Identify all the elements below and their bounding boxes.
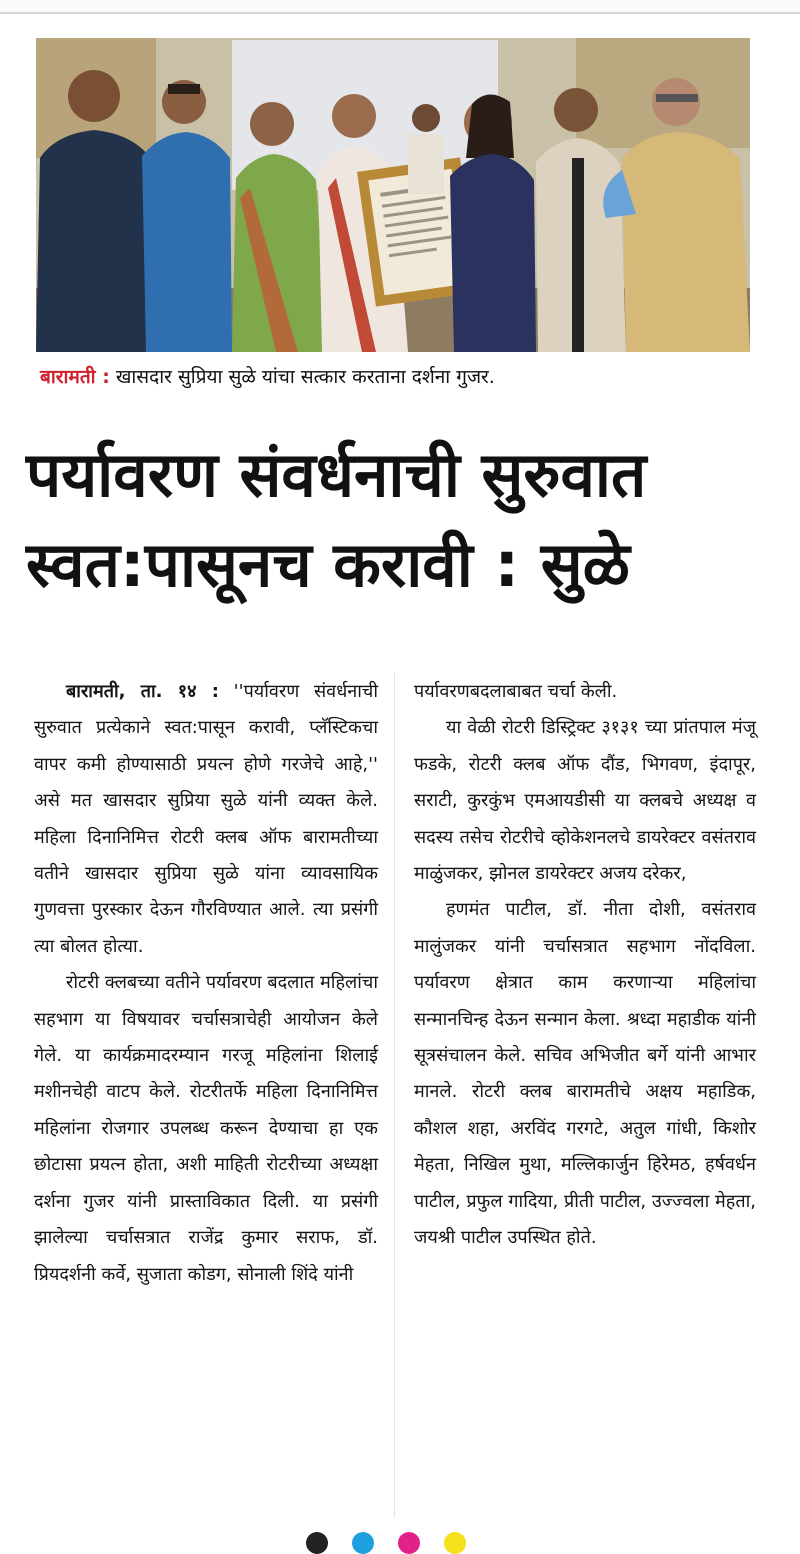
headline — [26, 430, 776, 610]
registration-dot-icon — [444, 1532, 466, 1554]
headline-line-1: पर्यावरण संवर्धनाची सुरुवात — [26, 438, 647, 511]
group-photo-award-ceremony-icon — [36, 38, 750, 352]
page-top-border — [0, 0, 800, 14]
article-paragraph: हणमंत पाटील, डॉ. नीता दोशी, वसंतराव मालुंजकर यांनी चर्चासत्रात सहभाग नोंदविला. पर्यावरण क्षेत्रात काम करणाऱ्या महिलांचा सन्मानचिन्ह देऊन सन्मान केला. श्रध्दा महाडीक यांनी सूत्रसंचालन केले. सचिव अभिजीत बर्गे यांनी आभार मानले. रोटरी क्लब बारामतीचे अक्षय महाडिक, कौशल शहा, अरविंद गरगटे, अतुल गांधी, किशोर मेहता, निखिल मुथा, मल्लिकार्जुन हिरेमठ, हर्षवर्धन पाटील, प्रफुल गादिया, प्रीती पाटील, उज्ज्वला मेहता, जयश्री पाटील उपस्थित होते. — [414, 899, 756, 1249]
news-photo — [36, 38, 750, 352]
paragraph-text: ''पर्यावरण संवर्धनाची सुरुवात प्रत्येकाने स्वत:पासून करावी, प्लॅस्टिकचा वापर कमी होण्यासाठी प्रयत्न होणे गरजेचे आहे,'' असे मत खासदार सुप्रिया सुळे यांनी व्यक्त केले. महिला दिनानिमित्त रोटरी क्लब ऑफ बारामतीच्या वतीने खासदार सुप्रिया सुळे यांना व्यावसायिक गुणवत्ता पुरस्कार देऊन गौरविण्यात आले. त्या प्रसंगी त्या बोलत होत्या. — [34, 681, 379, 957]
registration-dot-icon — [398, 1532, 420, 1554]
column-divider — [394, 672, 395, 1518]
print-registration-marks — [300, 1528, 500, 1540]
article-column-right — [414, 674, 756, 1257]
registration-dot-icon — [306, 1532, 328, 1554]
registration-dot-icon — [352, 1532, 374, 1554]
article-paragraph: रोटरी क्लबच्या वतीने पर्यावरण बदलात महिलांचा सहभाग या विषयावर चर्चासत्राचेही आयोजन केले गेले. या कार्यक्रमादरम्यान गरजू महिलांना शिलाई मशीनचेही वाटप केले. रोटरीतर्फे महिला दिनानिमित्त महिलांना रोजगार उपलब्ध करून देण्याचा हा एक छोटासा प्रयत्न होता, अशी माहिती रोटरीच्या अध्यक्षा दर्शना गुजर यांनी प्रास्ताविकात दिली. या प्रसंगी झालेल्या चर्चासत्रात राजेंद्र कुमार सराफ, डॉ. प्रियदर्शनी कर्वे, सुजाता कोडग, सोनाली शिंदे यांनी — [34, 972, 378, 1285]
photo-caption — [40, 362, 760, 392]
article-paragraph — [34, 674, 378, 965]
article-paragraph: पर्यावरणबदलाबाबत चर्चा केली. — [414, 681, 618, 702]
caption-location: बारामती : — [40, 366, 110, 388]
caption-text: खासदार सुप्रिया सुळे यांचा सत्कार करताना दर्शना गुजर. — [109, 366, 495, 388]
article-column-left — [34, 674, 378, 1293]
headline-line-2: स्वत:पासूनच करावी : सुळे — [26, 528, 630, 601]
article-paragraph: या वेळी रोटरी डिस्ट्रिक्ट ३१३१ च्या प्रांतपाल मंजू फडके, रोटरी क्लब ऑफ दौंड, भिगवण, इंदापूर, सराटी, कुरकुंभ एमआयडीसी या क्लबचे अध्यक्ष व सदस्य तसेच रोटरीचे व्होकेशनलचे डायरेक्टर वसंतराव माळुंजकर, झोनल डायरेक्टर अजय दरेकर, — [414, 717, 756, 885]
dateline: बारामती, ता. १४ : — [66, 681, 219, 702]
